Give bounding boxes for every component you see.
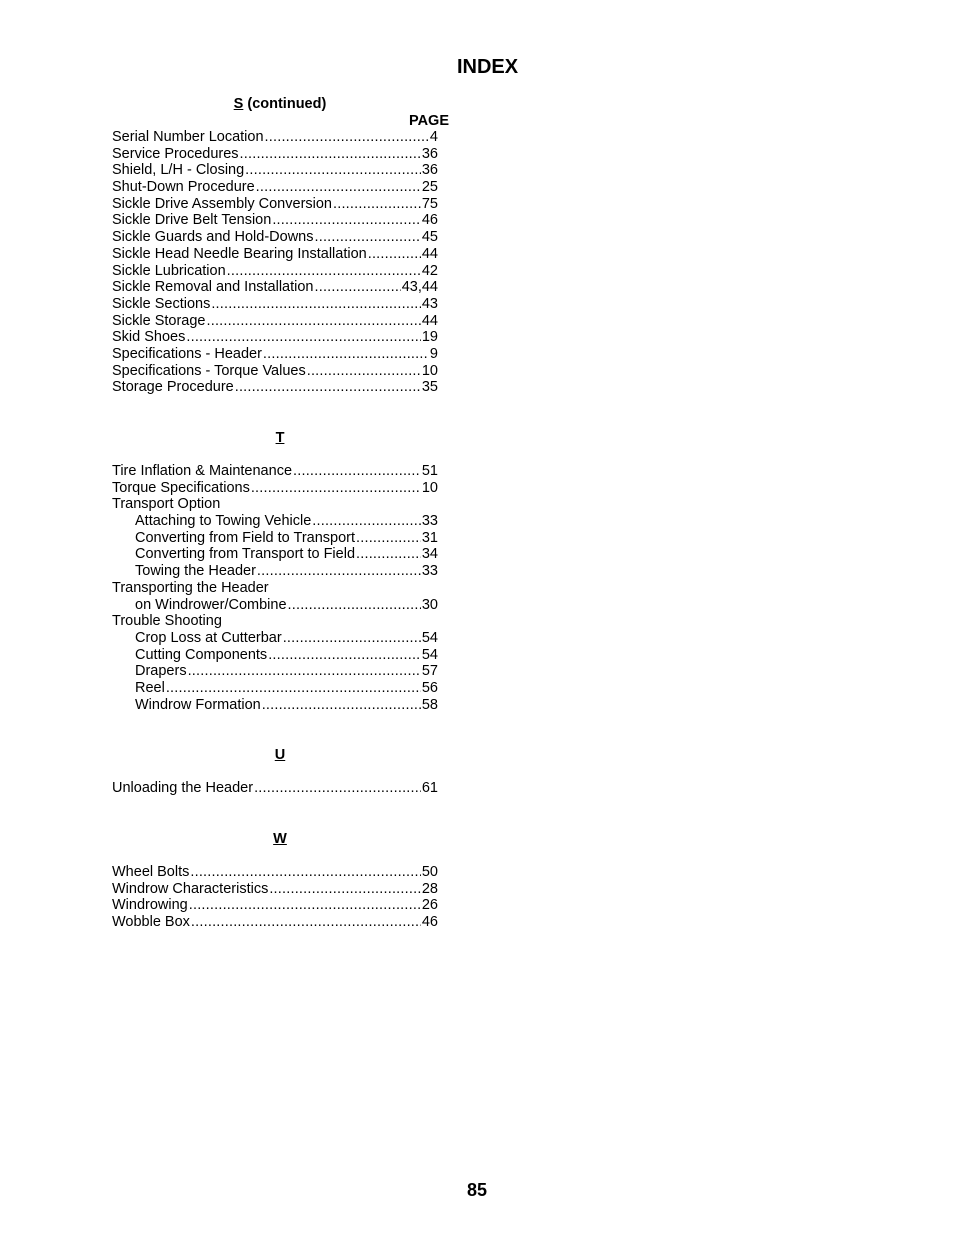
- dot-leader: [235, 379, 421, 396]
- index-group-heading: [112, 496, 438, 513]
- index-entry[interactable]: [112, 864, 438, 881]
- entry-page: 25: [421, 179, 438, 196]
- section-suffix: (continued): [243, 96, 327, 112]
- section-letter: T: [275, 430, 285, 446]
- entry-page: 10: [421, 479, 438, 496]
- entry-page: 26: [421, 897, 438, 914]
- entry-label: Wobble Box: [112, 914, 190, 931]
- index-entry[interactable]: [112, 914, 438, 931]
- index-entry[interactable]: [112, 179, 438, 196]
- entry-page: 44: [421, 245, 438, 262]
- entry-label: Torque Specifications: [112, 479, 250, 496]
- index-subentry[interactable]: [112, 530, 438, 547]
- entry-label: Wheel Bolts: [112, 864, 190, 880]
- dot-leader: [190, 864, 420, 881]
- index-entry[interactable]: [112, 146, 438, 163]
- dot-leader: [368, 246, 421, 263]
- dot-leader: [251, 480, 421, 497]
- dot-leader: [268, 647, 421, 664]
- dot-leader: [293, 463, 421, 480]
- entry-label: Sickle Head Needle Bearing Installation: [112, 245, 367, 262]
- entry-label: Transport Option: [112, 496, 221, 513]
- entry-label: Windrowing: [112, 897, 188, 914]
- section-letter: W: [273, 831, 287, 847]
- dot-leader: [269, 881, 421, 898]
- entry-page: 58: [421, 696, 438, 713]
- entry-label: Crop Loss at Cutterbar: [135, 629, 282, 646]
- entry-label: on Windrower/Combine: [135, 596, 287, 613]
- dot-leader: [254, 780, 421, 797]
- dot-leader: [263, 346, 429, 363]
- entry-label: Trouble Shooting: [112, 613, 222, 630]
- entry-page: 31: [421, 529, 438, 546]
- dot-leader: [166, 680, 421, 697]
- section-letter: S: [233, 96, 244, 112]
- entry-label: Cutting Components: [135, 646, 268, 663]
- entry-label: Reel: [135, 679, 165, 696]
- entry-page: 51: [421, 463, 438, 479]
- dot-leader: [207, 313, 421, 330]
- index-entry[interactable]: [112, 212, 438, 229]
- index-subentry[interactable]: [112, 630, 438, 647]
- index-entry[interactable]: [112, 480, 438, 497]
- index-entry[interactable]: [112, 897, 438, 914]
- entry-page: 10: [421, 362, 438, 379]
- index-list-s: [112, 129, 438, 396]
- section-heading-s: [112, 95, 448, 113]
- index-entry[interactable]: [112, 229, 438, 246]
- dot-leader: [256, 179, 421, 196]
- section-heading-u: [112, 746, 448, 764]
- dot-leader: [265, 129, 429, 146]
- entry-label: Sickle Lubrication: [112, 262, 226, 279]
- index-entry[interactable]: [112, 279, 438, 296]
- dot-leader: [188, 663, 421, 680]
- entry-page: 9: [429, 345, 438, 362]
- section-heading-w: [112, 830, 448, 848]
- entry-label: Sickle Drive Belt Tension: [112, 212, 272, 229]
- entry-page: 46: [421, 212, 438, 229]
- index-subentry[interactable]: [112, 513, 438, 530]
- entry-label: Sickle Sections: [112, 295, 211, 312]
- entry-label: Attaching to Towing Vehicle: [135, 513, 312, 530]
- entry-label: Specifications - Torque Values: [112, 362, 306, 379]
- dot-leader: [211, 296, 421, 313]
- index-subentry[interactable]: [112, 563, 438, 580]
- index-entry[interactable]: [112, 296, 438, 313]
- index-list-t: [112, 463, 438, 713]
- entry-label: Sickle Storage: [112, 312, 206, 329]
- dot-leader: [315, 279, 401, 296]
- entry-label: Converting from Field to Transport: [135, 529, 356, 546]
- entry-page: 57: [421, 663, 438, 680]
- entry-page: 46: [421, 914, 438, 931]
- entry-label: Converting from Transport to Field: [135, 546, 356, 563]
- entry-label: Skid Shoes: [112, 329, 186, 346]
- index-list-w: [112, 864, 438, 931]
- dot-leader: [240, 146, 421, 163]
- dot-leader: [288, 597, 421, 614]
- entry-page: 50: [421, 864, 438, 880]
- entry-label: Sickle Guards and Hold-Downs: [112, 229, 314, 246]
- index-subentry[interactable]: [112, 647, 438, 664]
- dot-leader: [307, 363, 421, 380]
- entry-label: Transporting the Header: [112, 579, 269, 596]
- index-entry[interactable]: [112, 346, 438, 363]
- entry-label: Windrow Characteristics: [112, 880, 269, 897]
- index-subentry[interactable]: [112, 546, 438, 563]
- entry-page: 45: [421, 229, 438, 246]
- entry-label: Sickle Drive Assembly Conversion: [112, 195, 332, 212]
- entry-label: Towing the Header: [135, 563, 256, 580]
- entry-label: Storage Procedure: [112, 379, 234, 396]
- entry-page: 4: [429, 129, 438, 145]
- index-group-heading: [112, 613, 438, 630]
- entry-page: 34: [421, 546, 438, 563]
- section-letter: U: [274, 747, 286, 763]
- dot-leader: [227, 263, 421, 280]
- index-entry[interactable]: [112, 329, 438, 346]
- dot-leader: [283, 630, 421, 647]
- index-list-u: [112, 780, 438, 797]
- page-number: 85: [466, 1180, 488, 1200]
- index-entry[interactable]: [112, 313, 438, 330]
- dot-leader: [312, 513, 421, 530]
- entry-page: 19: [421, 329, 438, 346]
- page-column-header: PAGE: [408, 113, 449, 129]
- entry-label: Serial Number Location: [112, 129, 264, 145]
- index-entry[interactable]: [112, 263, 438, 280]
- dot-leader: [186, 329, 421, 346]
- index-subentry[interactable]: [112, 680, 438, 697]
- index-entry[interactable]: [112, 463, 438, 480]
- entry-page: 43,44: [401, 279, 438, 296]
- entry-page: 30: [421, 596, 438, 613]
- entry-label: Sickle Removal and Installation: [112, 279, 314, 296]
- entry-label: Specifications - Header: [112, 345, 262, 362]
- entry-page: 36: [421, 162, 438, 179]
- dot-leader: [333, 196, 421, 213]
- entry-page: 54: [421, 629, 438, 646]
- dot-leader: [257, 563, 421, 580]
- index-entry[interactable]: [112, 379, 438, 396]
- entry-label: Tire Inflation & Maintenance: [112, 463, 293, 479]
- entry-page: 42: [421, 262, 438, 279]
- index-subentry[interactable]: [112, 597, 438, 614]
- index-entry[interactable]: [112, 363, 438, 380]
- entry-label: Unloading the Header: [112, 780, 254, 796]
- entry-page: 56: [421, 679, 438, 696]
- entry-page: 75: [421, 195, 438, 212]
- dot-leader: [356, 546, 421, 563]
- page-title: INDEX: [456, 56, 519, 78]
- entry-page: 43: [421, 295, 438, 312]
- dot-leader: [272, 212, 421, 229]
- index-entry[interactable]: [112, 780, 438, 797]
- entry-page: 28: [421, 880, 438, 897]
- dot-leader: [314, 229, 420, 246]
- index-subentry[interactable]: [112, 663, 438, 680]
- entry-page: 35: [421, 379, 438, 396]
- entry-page: 33: [421, 513, 438, 530]
- dot-leader: [262, 697, 421, 714]
- index-entry[interactable]: [112, 129, 438, 146]
- index-entry[interactable]: [112, 246, 438, 263]
- entry-label: Service Procedures: [112, 145, 239, 162]
- entry-label: Shield, L/H - Closing: [112, 162, 245, 179]
- dot-leader: [191, 914, 421, 931]
- entry-page: 44: [421, 312, 438, 329]
- entry-page: 33: [421, 563, 438, 580]
- entry-label: Shut-Down Procedure: [112, 179, 255, 196]
- index-entry[interactable]: [112, 881, 438, 898]
- entry-label: Windrow Formation: [135, 696, 261, 713]
- index-group-heading: [112, 580, 438, 597]
- dot-leader: [245, 162, 421, 179]
- entry-page: 61: [421, 780, 438, 796]
- index-entry[interactable]: [112, 196, 438, 213]
- entry-page: 54: [421, 646, 438, 663]
- entry-page: 36: [421, 145, 438, 162]
- entry-label: Drapers: [135, 663, 187, 680]
- dot-leader: [189, 897, 421, 914]
- index-subentry[interactable]: [112, 697, 438, 714]
- section-heading-t: [112, 429, 448, 447]
- index-entry[interactable]: [112, 162, 438, 179]
- dot-leader: [356, 530, 421, 547]
